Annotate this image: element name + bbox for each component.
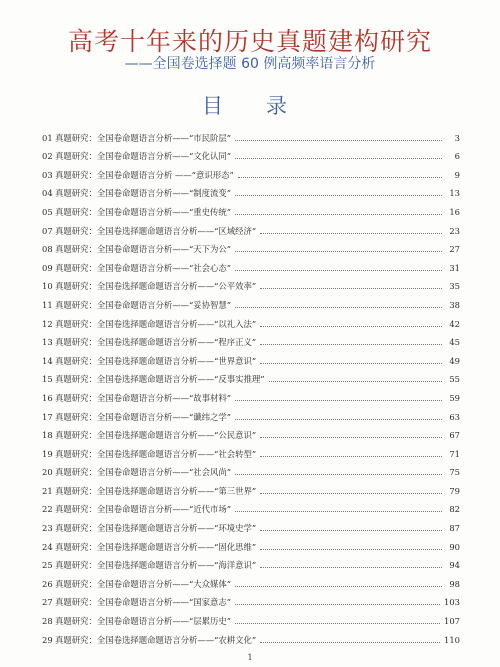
toc-entry[interactable] bbox=[42, 589, 460, 608]
toc-entry-page: 107 bbox=[444, 616, 460, 627]
dot-leader bbox=[235, 584, 442, 587]
toc-entry-number: 21 bbox=[42, 485, 53, 496]
toc-entry-page: 59 bbox=[449, 392, 460, 403]
dot-leader bbox=[260, 491, 442, 494]
toc-entry-page: 3 bbox=[454, 132, 460, 143]
dot-leader bbox=[260, 324, 442, 327]
document-subtitle: ——全国卷选择题 60 例高频率语言分析 bbox=[124, 56, 376, 72]
dot-leader bbox=[235, 398, 442, 401]
toc-entry-title: 真题研究：全国卷选择题命题语言分析——“固化思维” bbox=[55, 541, 257, 552]
dot-leader bbox=[235, 417, 442, 420]
toc-entry-title: 真题研究：全国卷命题语言分析 ——“意识形态” bbox=[55, 169, 234, 180]
dot-leader bbox=[260, 565, 442, 568]
toc-entry[interactable] bbox=[42, 254, 460, 273]
toc-entry-page: 110 bbox=[444, 634, 460, 645]
toc-entry-title: 真题研究：全国卷选择题命题语言分析——“社会转型” bbox=[55, 448, 257, 459]
toc-entry[interactable] bbox=[42, 366, 460, 385]
toc-entry-number: 07 bbox=[42, 225, 53, 236]
dot-leader bbox=[235, 156, 442, 159]
toc-entry-title: 真题研究：全国卷命题语言分析——“妥协智慧” bbox=[55, 299, 232, 310]
dot-leader bbox=[238, 175, 442, 178]
toc-entry-number: 11 bbox=[42, 299, 53, 310]
toc-entry-page: 38 bbox=[449, 299, 460, 310]
toc-entry[interactable] bbox=[42, 440, 460, 459]
toc-entry-page: 13 bbox=[449, 188, 460, 199]
toc-entry[interactable] bbox=[42, 273, 460, 292]
toc-entry-title: 真题研究：全国卷命题语言分析——“故事材料” bbox=[55, 392, 232, 403]
dot-leader bbox=[235, 193, 442, 196]
dot-leader bbox=[235, 305, 442, 308]
toc-entry-number: 28 bbox=[42, 616, 53, 627]
toc-entry-title: 真题研究：全国卷选择题命题语言分析——“海洋意识” bbox=[55, 560, 257, 571]
toc-entry-page: 67 bbox=[449, 430, 460, 441]
dot-leader bbox=[235, 621, 440, 624]
toc-entry-number: 24 bbox=[42, 541, 53, 552]
dot-leader bbox=[260, 640, 440, 643]
toc-entry[interactable] bbox=[42, 570, 460, 589]
toc-entry-title: 真题研究：全国卷命题语言分析——“国家意志” bbox=[55, 597, 232, 608]
toc-entry-number: 09 bbox=[42, 262, 53, 273]
toc-entry-title: 真题研究：全国卷命题语言分析——“制度流变” bbox=[55, 188, 232, 199]
toc-entry[interactable] bbox=[42, 236, 460, 255]
toc-entry-number: 17 bbox=[42, 411, 53, 422]
toc-entry-page: 16 bbox=[449, 206, 460, 217]
toc-entry[interactable] bbox=[42, 161, 460, 180]
toc-entry-title: 真题研究：全国卷命题语言分析——“重史传统” bbox=[55, 206, 232, 217]
toc-entry-title: 真题研究：全国卷选择题命题语言分析——“第三世界” bbox=[55, 485, 257, 496]
toc-entry[interactable] bbox=[42, 626, 460, 645]
dot-leader bbox=[260, 547, 442, 550]
dot-leader bbox=[260, 528, 442, 531]
toc-entry-title: 真题研究：全国卷命题语言分析——“近代市场” bbox=[55, 504, 232, 515]
toc-entry[interactable] bbox=[42, 533, 460, 552]
toc-entry[interactable] bbox=[42, 143, 460, 162]
toc-entry-page: 63 bbox=[449, 411, 460, 422]
toc-entry-number: 08 bbox=[42, 244, 53, 255]
dot-leader bbox=[260, 286, 442, 289]
toc-entry-title: 真题研究：全国卷命题语言分析——“社会风尚” bbox=[55, 467, 232, 478]
toc-entry-number: 01 bbox=[42, 132, 53, 143]
toc-entry[interactable] bbox=[42, 329, 460, 348]
toc-entry-title: 真题研究：全国卷选择题命题语言分析——“公平效率” bbox=[55, 281, 257, 292]
toc-entry-number: 03 bbox=[42, 169, 53, 180]
toc-entry-page: 90 bbox=[449, 541, 460, 552]
toc-entry[interactable] bbox=[42, 607, 460, 626]
dot-leader bbox=[260, 342, 442, 345]
toc-entry-title: 真题研究：全国卷选择题命题语言分析——“农耕文化” bbox=[55, 634, 257, 645]
toc-entry-number: 16 bbox=[42, 392, 53, 403]
dot-leader bbox=[235, 509, 442, 512]
dot-leader bbox=[235, 212, 442, 215]
toc-entry-page: 6 bbox=[454, 151, 460, 162]
dot-leader bbox=[235, 602, 440, 605]
toc-entry-page: 87 bbox=[449, 523, 460, 534]
toc-entry-number: 05 bbox=[42, 206, 53, 217]
toc-entry-title: 真题研究：全国卷选择题命题语言分析——“区域经济” bbox=[55, 225, 257, 236]
toc-heading: 目 录 bbox=[202, 94, 298, 118]
toc-entry[interactable] bbox=[42, 552, 460, 571]
toc-entry-number: 15 bbox=[42, 374, 53, 385]
toc-entry-page: 45 bbox=[449, 337, 460, 348]
toc-entry-number: 19 bbox=[42, 448, 53, 459]
toc-entry[interactable] bbox=[42, 403, 460, 422]
toc-entry[interactable] bbox=[42, 477, 460, 496]
dot-leader bbox=[235, 472, 442, 475]
toc-entry[interactable] bbox=[42, 514, 460, 533]
toc-entry-page: 27 bbox=[449, 244, 460, 255]
toc-entry-number: 29 bbox=[42, 634, 53, 645]
dot-leader bbox=[260, 454, 442, 457]
toc-entry-number: 12 bbox=[42, 318, 53, 329]
toc-entry-page: 98 bbox=[449, 578, 460, 589]
toc-entry-number: 25 bbox=[42, 560, 53, 571]
dot-leader bbox=[235, 249, 442, 252]
toc-entry[interactable] bbox=[42, 180, 460, 199]
document-title: 高考十年来的历史真题建构研究 bbox=[67, 27, 432, 56]
toc-entry-title: 真题研究：全国卷选择题命题语言分析——“程序正义” bbox=[55, 337, 257, 348]
toc-entry-title: 真题研究：全国卷选择题命题语言分析——“世界意识” bbox=[55, 355, 257, 366]
toc-entry[interactable] bbox=[42, 347, 460, 366]
toc-entry-title: 真题研究：全国卷选择题命题语言分析——“公民意识” bbox=[55, 430, 257, 441]
toc-entry-title: 真题研究：全国卷命题语言分析——“层累历史” bbox=[55, 616, 232, 627]
dot-leader bbox=[260, 361, 442, 364]
toc-entry[interactable] bbox=[42, 291, 460, 310]
toc-entry-title: 真题研究：全国卷选择题命题语言分析——“以礼入法” bbox=[55, 318, 257, 329]
toc-entry-page: 71 bbox=[449, 448, 460, 459]
toc-entry-page: 35 bbox=[449, 281, 460, 292]
toc-entry-title: 真题研究：全国卷命题语言分析——“大众媒体” bbox=[55, 578, 232, 589]
toc-entry-title: 真题研究：全国卷命题语言分析——“社会心态” bbox=[55, 262, 232, 273]
page-number: 1 bbox=[247, 653, 253, 662]
toc-entry-page: 23 bbox=[449, 225, 460, 236]
dot-leader bbox=[260, 435, 442, 438]
toc-entry-page: 9 bbox=[454, 169, 460, 180]
toc-entry[interactable] bbox=[42, 217, 460, 236]
toc-entry-number: 27 bbox=[42, 597, 53, 608]
toc-entry-number: 22 bbox=[42, 504, 53, 515]
toc-entry[interactable] bbox=[42, 459, 460, 478]
toc-entry-page: 49 bbox=[449, 355, 460, 366]
toc-entry-title: 真题研究：全国卷选择题命题语言分析——“环境史学” bbox=[55, 523, 257, 534]
toc-entry-number: 20 bbox=[42, 467, 53, 478]
toc-entry-title: 真题研究：全国卷选择题命题语言分析——“反事实推理” bbox=[55, 374, 265, 385]
table-of-contents bbox=[42, 124, 460, 645]
toc-entry-number: 10 bbox=[42, 281, 53, 292]
toc-entry-number: 13 bbox=[42, 337, 53, 348]
toc-entry-page: 82 bbox=[449, 504, 460, 515]
toc-entry[interactable] bbox=[42, 496, 460, 515]
toc-entry[interactable] bbox=[42, 384, 460, 403]
toc-entry[interactable] bbox=[42, 422, 460, 441]
toc-entry-title: 真题研究：全国卷命题语言分析——“文化认同” bbox=[55, 151, 232, 162]
toc-entry[interactable] bbox=[42, 198, 460, 217]
dot-leader bbox=[235, 268, 442, 271]
toc-entry-page: 94 bbox=[449, 560, 460, 571]
toc-entry[interactable] bbox=[42, 124, 460, 143]
dot-leader bbox=[260, 231, 442, 234]
toc-entry-title: 真题研究：全国卷命题语言分析——“谶纬之学” bbox=[55, 411, 232, 422]
toc-entry-number: 26 bbox=[42, 578, 53, 589]
toc-entry-number: 14 bbox=[42, 355, 53, 366]
toc-entry-title: 真题研究：全国卷命题语言分析——“天下为公” bbox=[55, 244, 232, 255]
dot-leader bbox=[235, 138, 442, 141]
toc-entry-page: 55 bbox=[449, 374, 460, 385]
toc-entry-number: 04 bbox=[42, 188, 53, 199]
toc-entry-page: 79 bbox=[449, 485, 460, 496]
toc-entry-title: 真题研究：全国卷命题语言分析——“市民阶层” bbox=[55, 132, 232, 143]
toc-entry-number: 23 bbox=[42, 523, 53, 534]
toc-entry-number: 02 bbox=[42, 151, 53, 162]
dot-leader bbox=[269, 379, 442, 382]
toc-entry[interactable] bbox=[42, 310, 460, 329]
toc-entry-page: 103 bbox=[444, 597, 460, 608]
toc-entry-page: 42 bbox=[449, 318, 460, 329]
toc-entry-page: 31 bbox=[449, 262, 460, 273]
toc-entry-page: 75 bbox=[449, 467, 460, 478]
toc-entry-number: 18 bbox=[42, 430, 53, 441]
